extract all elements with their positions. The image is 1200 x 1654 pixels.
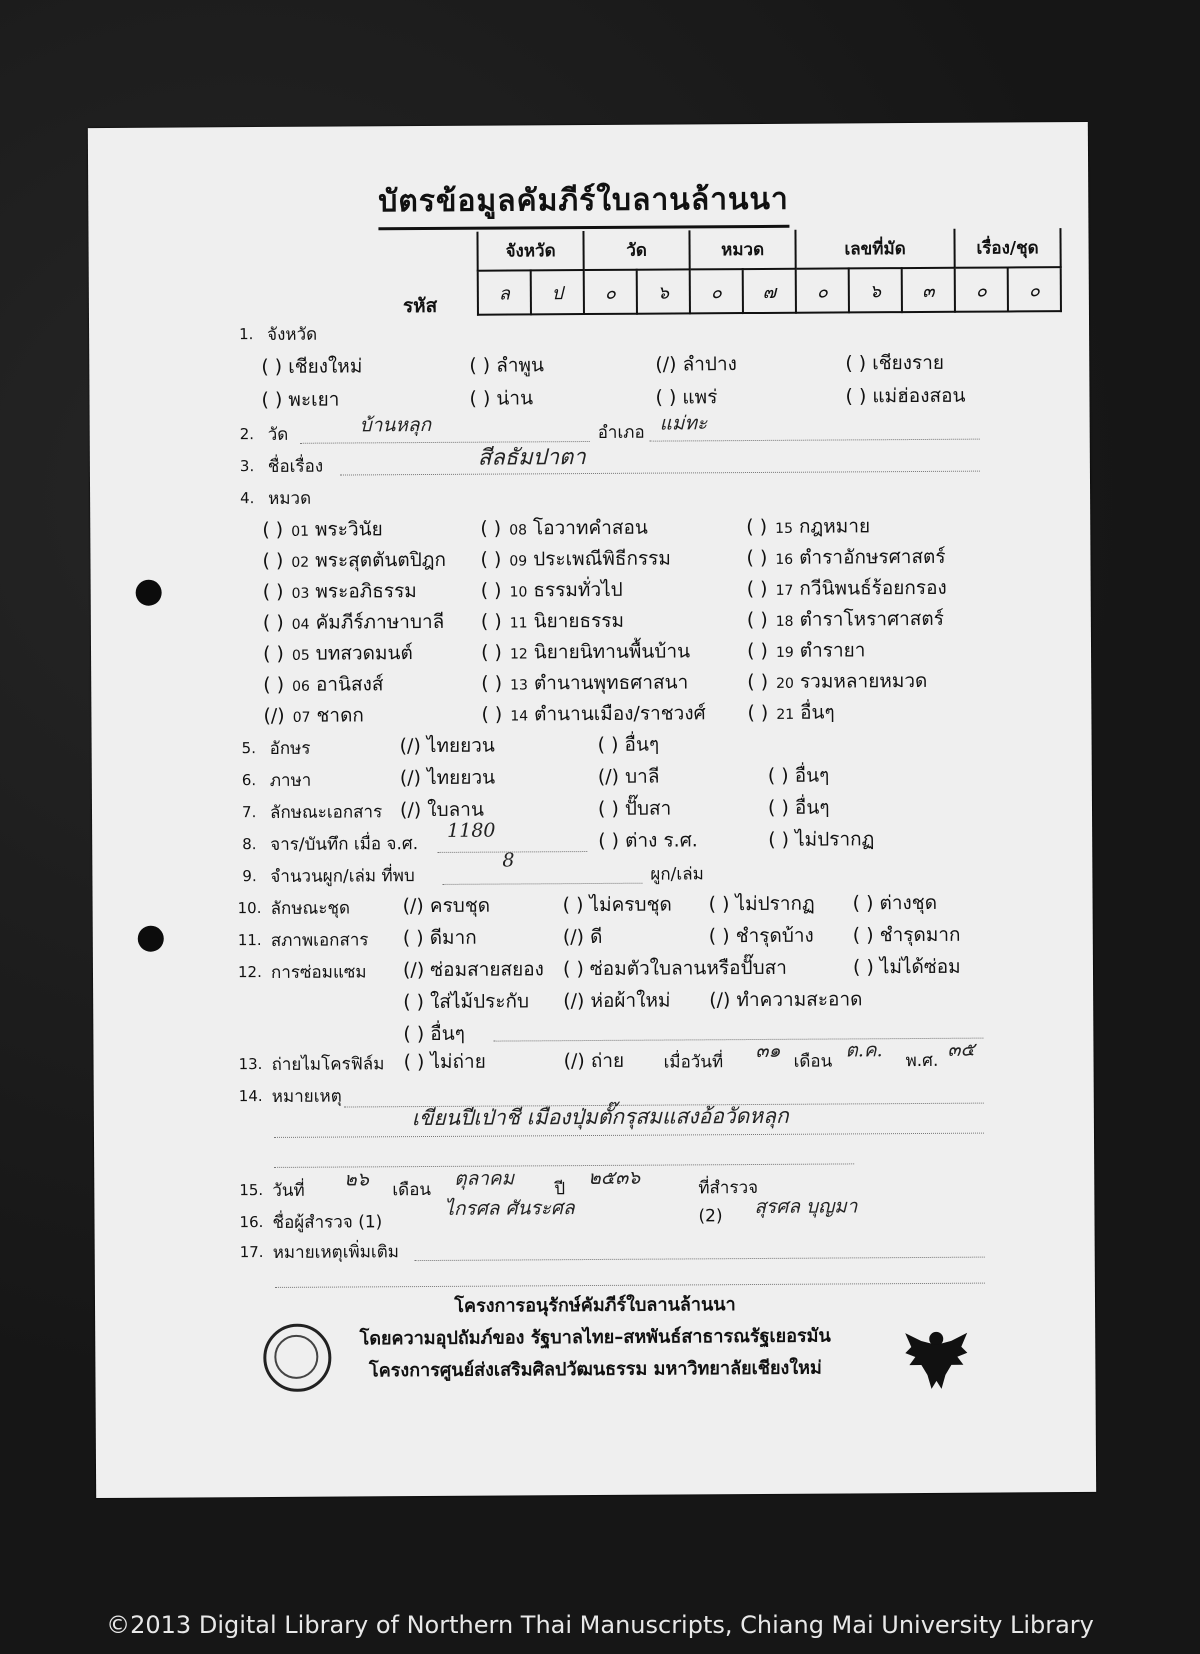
surveyor-1: ไกรศล ศันระศล bbox=[444, 1197, 575, 1220]
code-header: จังหวัด bbox=[477, 231, 583, 271]
province-option: ( ) พะเยา bbox=[261, 388, 340, 412]
checkbox-mark: ( ) bbox=[480, 548, 502, 571]
checkbox-mark: ( ) bbox=[262, 642, 284, 666]
condition-option-checked: (/) ดี bbox=[562, 925, 603, 949]
dotted-line bbox=[275, 1283, 985, 1288]
temple-label: วัด bbox=[267, 424, 289, 445]
checkbox-mark: ( ) bbox=[262, 518, 284, 542]
province-option-checked: (/) ลำปาง bbox=[655, 353, 737, 376]
microfilm-month: ต.ค. bbox=[845, 1039, 883, 1062]
repair-option: ( ) อื่นๆ bbox=[403, 1022, 465, 1046]
section-number: 8. bbox=[242, 835, 257, 854]
microfilm-year: ๓๕ bbox=[947, 1038, 975, 1061]
survey-month-label: เดือน bbox=[392, 1179, 432, 1201]
survey-tail: ที่สำรวจ bbox=[698, 1177, 759, 1199]
category-text: อื่นๆ bbox=[800, 701, 835, 724]
section-number: 16. bbox=[239, 1213, 264, 1232]
title-value: สีลธัมปาตา bbox=[477, 445, 586, 471]
surveyor-2-label: (2) bbox=[698, 1206, 723, 1227]
category-option bbox=[481, 636, 690, 667]
set-status-label: ลักษณะชุด bbox=[270, 898, 351, 919]
category-text: นิยายนิทานพื้นบ้าน bbox=[533, 640, 691, 664]
province-label: จังหวัด bbox=[267, 324, 318, 345]
category-code: 09 bbox=[509, 553, 528, 570]
category-code: 18 bbox=[775, 613, 794, 630]
category-option bbox=[747, 698, 834, 729]
set-status-option: ( ) ไม่ครบชุด bbox=[562, 893, 672, 917]
category-option-checked bbox=[263, 700, 364, 731]
document-type-option-checked: (/) ใบลาน bbox=[399, 798, 484, 822]
checkbox-mark: ( ) bbox=[263, 673, 285, 697]
dotted-line bbox=[442, 883, 642, 885]
code-cell: ล bbox=[478, 270, 531, 314]
university-seal-logo bbox=[263, 1324, 331, 1392]
code-header: วัด bbox=[583, 230, 689, 270]
bundle-count-label: จำนวนผูก/เล่ม ที่พบ bbox=[270, 866, 415, 887]
category-option bbox=[263, 576, 417, 607]
title-label: ชื่อเรื่อง bbox=[267, 456, 324, 477]
category-text: ตำราอักษรศาสตร์ bbox=[799, 545, 946, 569]
survey-year-label: ปี bbox=[554, 1179, 566, 1200]
surveyor-label: ชื่อผู้สำรวจ (1) bbox=[272, 1212, 383, 1233]
microfilm-label: ถ่ายไมโครฟิล์ม bbox=[271, 1054, 385, 1075]
repair-option: ( ) ซ่อมตัวใบลานหรือปั๊บสา bbox=[562, 956, 787, 981]
category-text: ตำนานพุทธศาสนา bbox=[533, 671, 689, 695]
category-code: 03 bbox=[291, 585, 310, 602]
category-option bbox=[263, 638, 413, 669]
category-text: กวีนิพนธ์ร้อยกรอง bbox=[799, 576, 947, 600]
section-number: 1. bbox=[239, 325, 254, 344]
category-code: 12 bbox=[509, 646, 528, 663]
code-cell: ๗ bbox=[743, 269, 796, 313]
code-cell: ๖ bbox=[849, 268, 902, 312]
section-number: 17. bbox=[239, 1243, 264, 1262]
footer-line: โครงการอนุรักษ์คัมภีร์ใบลานล้านนา bbox=[454, 1294, 736, 1317]
survey-year: ๒๕๓๖ bbox=[588, 1166, 641, 1190]
microfilm-day: ๓๑ bbox=[755, 1039, 781, 1063]
section-number: 3. bbox=[239, 457, 255, 476]
inscribed-option: ( ) ต่าง ร.ศ. bbox=[598, 829, 698, 852]
set-status-option-checked: (/) ครบชุด bbox=[402, 894, 491, 918]
inscribed-option: ( ) ไม่ปรากฏ bbox=[768, 828, 875, 851]
footer-line: โดยความอุปถัมภ์ของ รัฐบาลไทย–สหพันธ์สาธารณรัฐเยอรมัน bbox=[359, 1325, 831, 1350]
code-table bbox=[476, 228, 1062, 316]
category-code: 01 bbox=[291, 523, 310, 540]
document-type-option: ( ) ปั๊บสา bbox=[597, 797, 672, 820]
category-code: 14 bbox=[510, 708, 529, 725]
category-code: 17 bbox=[775, 582, 794, 599]
set-status-option: ( ) ต่างชุด bbox=[852, 891, 938, 915]
script-label: อักษร bbox=[269, 738, 311, 759]
category-text: ตำรายา bbox=[799, 639, 866, 662]
checkbox-mark: ( ) bbox=[746, 515, 768, 539]
checkbox-mark: ( ) bbox=[480, 610, 502, 633]
language-option: ( ) อื่นๆ bbox=[767, 764, 830, 787]
category-code: 04 bbox=[291, 616, 310, 633]
punch-hole-bottom bbox=[138, 926, 164, 952]
document-type-option: ( ) อื่นๆ bbox=[767, 796, 830, 819]
repair-option-checked: (/) ห่อผ้าใหม่ bbox=[563, 989, 671, 1013]
code-cell: ป bbox=[531, 270, 584, 314]
copyright-notice: ©2013 Digital Library of Northern Thai Manuscripts, Chiang Mai University Library bbox=[106, 1611, 1094, 1639]
category-code: 20 bbox=[776, 675, 794, 692]
checkbox-mark: ( ) bbox=[746, 577, 768, 601]
section-number: 9. bbox=[242, 867, 257, 886]
extra-note-label: หมายเหตุเพิ่มเติม bbox=[272, 1242, 400, 1263]
bundle-unit: ผูก/เล่ม bbox=[650, 864, 704, 885]
section-number: 15. bbox=[239, 1181, 264, 1200]
surveyor-2: สุรศล บุญมา bbox=[754, 1195, 858, 1219]
german-eagle-logo bbox=[901, 1323, 972, 1407]
code-cell: ๐ bbox=[955, 267, 1008, 311]
code-cell: ๐ bbox=[1008, 267, 1061, 311]
code-cell: ๐ bbox=[690, 269, 743, 313]
code-cell: ๐ bbox=[796, 268, 849, 312]
category-code: 11 bbox=[509, 615, 528, 632]
section-number: 14. bbox=[238, 1087, 263, 1106]
category-text: รวมหลายหมวด bbox=[799, 669, 928, 693]
language-option-checked: (/) บาลี bbox=[597, 765, 660, 788]
category-code: 06 bbox=[292, 678, 310, 695]
repair-option: ( ) ใส่ไม้ประกับ bbox=[403, 990, 530, 1014]
microfilm-date-label: เมื่อวันที่ bbox=[663, 1052, 724, 1073]
condition-option: ( ) ชำรุดมาก bbox=[852, 923, 961, 947]
set-status-option: ( ) ไม่ปรากฏ bbox=[708, 892, 815, 916]
checkbox-mark: ( ) bbox=[747, 670, 769, 694]
category-option bbox=[746, 511, 870, 542]
microfilm-no-option: ( ) ไม่ถ่าย bbox=[403, 1050, 486, 1074]
checkbox-mark: ( ) bbox=[480, 641, 502, 664]
category-option bbox=[481, 575, 623, 606]
microfilm-month-label: เดือน bbox=[793, 1051, 833, 1072]
category-text: คัมภีร์ภาษาบาลี bbox=[315, 610, 445, 634]
category-text: อานิสงส์ bbox=[315, 673, 384, 696]
language-option-checked: (/) ไทยยวน bbox=[399, 766, 496, 790]
checkbox-mark: ( ) bbox=[262, 549, 284, 573]
repair-option-checked: (/) ทำความสะอาด bbox=[709, 988, 863, 1012]
checkbox-mark: ( ) bbox=[746, 546, 768, 570]
category-text: พระอภิธรรม bbox=[315, 580, 417, 603]
category-option bbox=[747, 635, 866, 666]
script-option: ( ) อื่นๆ bbox=[597, 733, 660, 756]
category-code: 07 bbox=[292, 709, 311, 726]
checkbox-mark: ( ) bbox=[262, 611, 284, 635]
repair-label: การซ่อมแซม bbox=[270, 962, 367, 983]
province-option: ( ) ลำพูน bbox=[469, 354, 545, 377]
category-text: กฎหมาย bbox=[798, 515, 871, 538]
microfilm-yes-option-checked: (/) ถ่าย bbox=[563, 1049, 625, 1073]
bundle-count-value: 8 bbox=[502, 849, 515, 872]
section-number: 6. bbox=[241, 771, 257, 790]
code-header: หมวด bbox=[689, 230, 795, 270]
category-option bbox=[481, 667, 688, 698]
province-option: ( ) แพร่ bbox=[655, 386, 718, 409]
category-text: นิยายธรรม bbox=[533, 609, 625, 633]
section-number: 10. bbox=[237, 899, 262, 918]
section-number: 7. bbox=[241, 803, 257, 822]
province-option: ( ) เชียงใหม่ bbox=[261, 355, 363, 379]
temple-value: บ้านหลุก bbox=[359, 413, 432, 437]
category-option bbox=[747, 666, 927, 697]
dotted-line bbox=[493, 1038, 983, 1042]
category-text: ชาดก bbox=[316, 704, 364, 727]
code-cell: ๓ bbox=[902, 268, 955, 312]
script-option-checked: (/) ไทยยวน bbox=[399, 734, 495, 758]
section-number: 5. bbox=[241, 739, 256, 758]
checkbox-mark: ( ) bbox=[480, 579, 502, 602]
document-type-label: ลักษณะเอกสาร bbox=[269, 802, 383, 823]
category-option bbox=[480, 544, 671, 575]
condition-option: ( ) ดีมาก bbox=[402, 926, 477, 950]
code-cell: ๐ bbox=[584, 270, 637, 314]
footer-line: โครงการศูนย์ส่งเสริมศิลปวัฒนธรรม มหาวิทยาลัยเชียงใหม่ bbox=[368, 1357, 822, 1382]
category-option bbox=[481, 606, 624, 637]
note-value: เขียนปีเป่าชี เมืองปุ่มตั๊กรุสมแสงอ้อวัดหลุก bbox=[411, 1103, 789, 1131]
category-option bbox=[262, 545, 446, 576]
category-text: โอวาทคำสอน bbox=[532, 516, 648, 540]
survey-month: ตุลาคม bbox=[454, 1167, 515, 1190]
checkbox-mark: ( ) bbox=[480, 517, 502, 540]
category-text: พระวินัย bbox=[314, 518, 383, 541]
checkbox-mark: ( ) bbox=[262, 580, 284, 604]
section-number: 11. bbox=[237, 931, 262, 950]
category-code: 02 bbox=[291, 554, 310, 571]
category-option bbox=[263, 607, 445, 638]
dotted-line bbox=[415, 1257, 985, 1261]
dotted-line bbox=[340, 471, 980, 476]
code-header: เรื่อง/ชุด bbox=[954, 228, 1060, 268]
category-text: ธรรมทั่วไป bbox=[533, 578, 623, 602]
province-option: ( ) น่าน bbox=[469, 387, 534, 410]
district-label: อำเภอ bbox=[597, 422, 645, 443]
category-code: 05 bbox=[291, 647, 310, 664]
category-option bbox=[747, 604, 944, 635]
category-text: พระสุตตันตปิฎก bbox=[315, 548, 447, 572]
category-code: 10 bbox=[509, 584, 528, 601]
condition-option: ( ) ชำรุดบ้าง bbox=[708, 924, 814, 948]
section-number: 12. bbox=[237, 963, 262, 982]
checkbox-mark: (/) bbox=[263, 704, 285, 728]
inscribed-year: 1180 bbox=[447, 819, 496, 842]
card-title: บัตรข้อมูลคัมภีร์ใบลานล้านนา bbox=[378, 176, 789, 231]
checkbox-mark: ( ) bbox=[747, 701, 769, 725]
category-text: ตำราโหราศาสตร์ bbox=[799, 607, 944, 631]
category-option bbox=[746, 542, 945, 573]
section-number: 2. bbox=[239, 425, 255, 444]
category-text: ตำนานเมือง/ราชวงศ์ bbox=[534, 702, 706, 726]
category-option bbox=[262, 514, 383, 545]
inscribed-label: จาร/บันทึก เมื่อ จ.ศ. bbox=[270, 834, 419, 855]
dotted-line bbox=[650, 439, 980, 442]
checkbox-mark: ( ) bbox=[481, 703, 503, 726]
survey-day: ๒๖ bbox=[344, 1168, 369, 1191]
section-number: 4. bbox=[240, 489, 255, 508]
condition-label: สภาพเอกสาร bbox=[270, 930, 369, 951]
province-option: ( ) เชียงราย bbox=[845, 351, 945, 375]
district-value: แม่ทะ bbox=[659, 412, 708, 435]
category-option bbox=[481, 698, 705, 729]
checkbox-mark: ( ) bbox=[746, 639, 768, 663]
checkbox-mark: ( ) bbox=[481, 672, 503, 695]
microfilm-year-label: พ.ศ. bbox=[905, 1050, 939, 1072]
category-code: 21 bbox=[776, 706, 795, 723]
category-code: 19 bbox=[775, 644, 794, 661]
category-option bbox=[480, 513, 648, 544]
category-label: หมวด bbox=[268, 488, 312, 509]
category-code: 13 bbox=[510, 677, 528, 694]
category-code: 16 bbox=[775, 551, 794, 568]
repair-option-checked: (/) ซ่อมสายสยอง bbox=[402, 958, 544, 982]
category-option bbox=[747, 573, 947, 604]
category-code: 08 bbox=[509, 522, 528, 539]
code-cell: ๖ bbox=[637, 269, 690, 313]
code-header: เลขที่มัด bbox=[795, 229, 954, 269]
category-text: ประเพณีพิธีกรรม bbox=[533, 547, 671, 571]
punch-hole-top bbox=[136, 580, 162, 606]
section-number: 13. bbox=[238, 1055, 263, 1074]
language-label: ภาษา bbox=[269, 770, 312, 791]
category-option bbox=[263, 669, 383, 700]
code-label: รหัส bbox=[402, 294, 438, 318]
survey-date-label: วันที่ bbox=[272, 1180, 305, 1201]
category-text: บทสวดมนต์ bbox=[315, 642, 413, 665]
province-option: ( ) แม่ฮ่องสอน bbox=[845, 384, 966, 408]
manuscript-record-card bbox=[88, 122, 1096, 1498]
repair-option: ( ) ไม่ได้ซ่อม bbox=[852, 955, 961, 979]
note-label: หมายเหตุ bbox=[271, 1086, 342, 1107]
checkbox-mark: ( ) bbox=[746, 608, 768, 632]
category-code: 15 bbox=[775, 520, 794, 537]
